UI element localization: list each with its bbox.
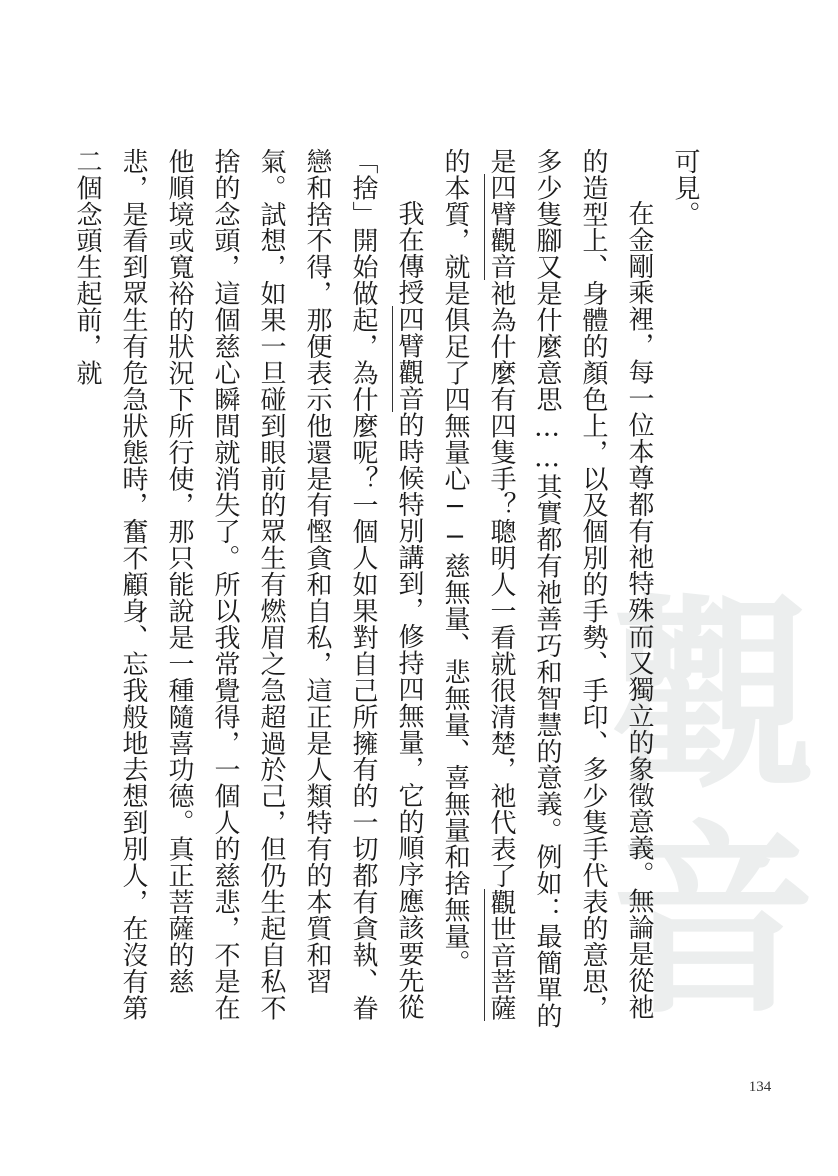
page-number: 134 (748, 1079, 772, 1095)
paragraph-1 (662, 148, 708, 1038)
proper-name-four-armed-guanyin: 四臂觀音 (486, 174, 516, 281)
paragraph-3-text-c: 的時候特別講到，修持四無量，它的順序應該要先從「捨」開始做起，為什麼呢？一個人如果對自己所擁有的一切都有貪執、眷戀和捨不得，那便表示他還是有慳貪和自私，這正是人類特有的本質和習氣。試想，如果一旦碰到眼前的眾生有燃眉之急超過於己，但仍生起自私不捨的念頭，這個慈心瞬間就消失了。所以我常覺得，一個人的慈悲，不是在他順境或寬裕的狀況下所行使，那只能說是一種隨喜功德。真正菩薩的慈悲，是看到眾生有危急狀態時，奮不顧身、忘我般地去想到別人，在沒有第二個念頭生起前，就 (72, 148, 424, 1021)
proper-name-avalokiteshvara: 觀世音菩薩 (486, 888, 516, 1021)
paragraph-2 (432, 148, 662, 1038)
vertical-text-body (64, 148, 708, 1038)
proper-name-four-armed-guanyin-2: 四臂觀音 (394, 305, 424, 412)
paragraph-2-text-a: 在金剛乘裡，每一位本尊都有祂特殊而又獨立的象徵意義。無論是從祂的造型上、身體的顏色上，以及個別的手勢、手印、多少隻手代表的意思，多少隻腳又是什麼意思……其實都有祂善巧和智慧的意義。例如：最簡單的是 (486, 148, 654, 1029)
paragraph-2-text-c: 祂為什麼有四隻手？聰明人一看就很清楚，祂代表了 (486, 280, 516, 889)
paragraph-2-text-e: 的本質，就是俱足了四無量心──慈無量、悲無量、喜無量和捨無量。 (440, 148, 470, 976)
paragraph-3-text-a: 我在傳授 (394, 200, 424, 306)
watermark-char-guan: 觀 (610, 577, 816, 817)
watermark-char-yin: 音 (610, 802, 816, 1042)
paragraph-3 (64, 148, 432, 1038)
paragraph-1-text: 可見。 (670, 148, 700, 228)
